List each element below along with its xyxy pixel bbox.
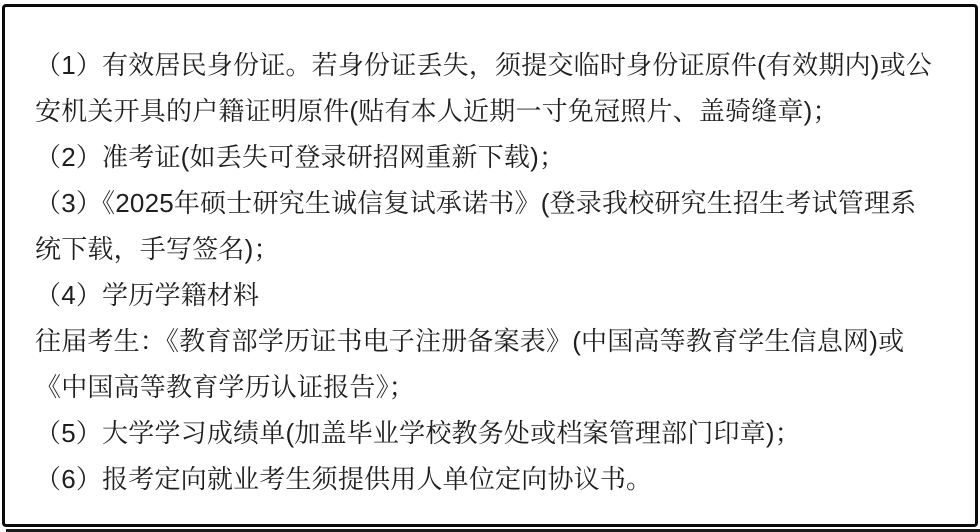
document-line-4: （3）《2025年硕士研究生诚信复试承诺书》(登录我校研究生招生考试管理系	[35, 188, 917, 218]
notice-frame	[2, 4, 978, 527]
document-line-1: （1）有效居民身份证。若身份证丢失，须提交临时身份证原件(有效期内)或公	[35, 50, 932, 80]
document-text-block	[10, 14, 970, 502]
document-line-7: 往届考生：《教育部学历证书电子注册备案表》(中国高等教育学生信息网)或	[35, 326, 905, 356]
document-line-2: 安机关开具的户籍证明原件(贴有本人近期一寸免冠照片、盖骑缝章)；	[35, 96, 839, 126]
document-line-3: （2）准考证(如丢失可登录研招网重新下载)；	[35, 142, 566, 172]
document-line-9: （5）大学学习成绩单(加盖毕业学校教务处或档案管理部门印章)；	[35, 418, 801, 448]
document-line-5: 统下载，手写签名)；	[35, 234, 280, 264]
document-line-8: 《中国高等教育学历认证报告》；	[35, 372, 416, 402]
document-line-10: （6）报考定向就业考生须提供用人单位定向协议书。	[35, 464, 653, 494]
document-line-6: （4）学历学籍材料	[35, 280, 260, 310]
